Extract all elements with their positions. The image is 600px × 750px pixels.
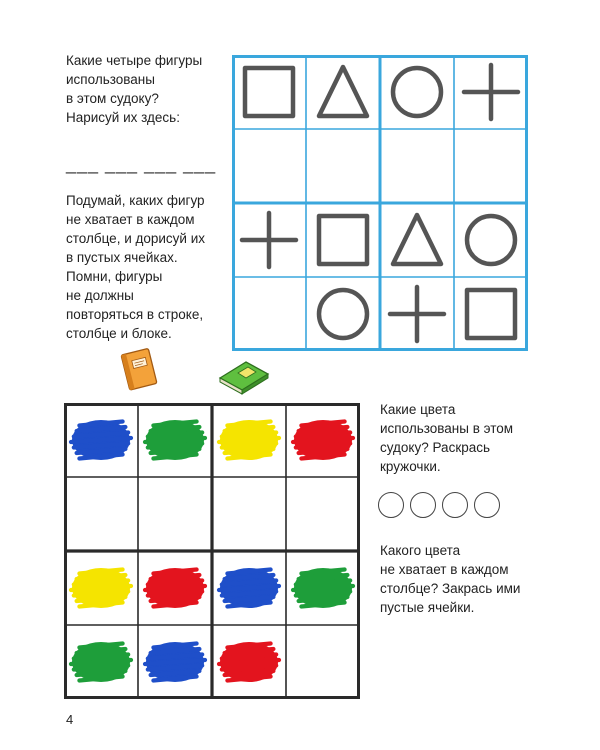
shape-cell-2-2 [382, 205, 452, 275]
shape-cell-3-3 [456, 279, 526, 349]
red-scribble [293, 420, 353, 460]
color-cell-0-0 [64, 403, 138, 477]
color-cell-1-2[interactable] [212, 477, 286, 551]
shapes-sudoku-grid[interactable] [232, 55, 528, 351]
shape-cell-3-2 [382, 279, 452, 349]
color-cell-3-1 [138, 625, 212, 699]
shape-cell-0-3 [456, 57, 526, 127]
color-circle-2[interactable] [410, 492, 436, 518]
color-cell-2-0 [64, 551, 138, 625]
shape-cell-2-3 [456, 205, 526, 275]
orange-book-icon [118, 346, 162, 397]
shape-cell-0-2 [382, 57, 452, 127]
color-circle-4[interactable] [474, 492, 500, 518]
shapes-sudoku-svg [232, 55, 528, 351]
shapes-question: Какие четыре фигуры использованы в этом судоку? Нарисуй их здесь: [66, 53, 203, 125]
color-cell-1-0[interactable] [64, 477, 138, 551]
page-number: 4 [66, 712, 74, 727]
green-scribble [145, 420, 205, 460]
shape-cell-1-2[interactable] [382, 131, 452, 201]
blue-scribble [145, 642, 205, 682]
green-book-icon [216, 356, 272, 401]
shape-cell-0-0 [234, 57, 304, 127]
color-circles [378, 492, 500, 518]
color-cell-2-1 [138, 551, 212, 625]
color-cell-3-0 [64, 625, 138, 699]
red-scribble [219, 642, 279, 682]
red-scribble [145, 568, 205, 608]
color-cell-2-3 [286, 551, 360, 625]
color-cell-3-3[interactable] [286, 625, 360, 699]
yellow-scribble [219, 420, 279, 460]
color-circle-1[interactable] [378, 492, 404, 518]
green-scribble [71, 642, 131, 682]
shape-cell-2-0 [234, 205, 304, 275]
blue-scribble [71, 420, 131, 460]
colors-sudoku-grid[interactable] [64, 403, 360, 699]
shape-cell-1-0[interactable] [234, 131, 304, 201]
colors-question: Какие цвета использованы в этом судоку? Раскрась кружочки. [380, 402, 514, 474]
colors-instruction: Какого цвета не хватает в каждом столбце? Закрась ими пустые ячейки. [380, 543, 521, 615]
shape-cell-3-0[interactable] [234, 279, 304, 349]
shape-cell-1-1[interactable] [308, 131, 378, 201]
green-scribble [293, 568, 353, 608]
color-cell-0-2 [212, 403, 286, 477]
yellow-scribble [71, 568, 131, 608]
color-cell-0-3 [286, 403, 360, 477]
color-cell-2-2 [212, 551, 286, 625]
shape-cell-1-3[interactable] [456, 131, 526, 201]
shapes-answer-blanks[interactable]: ___ ___ ___ ___ [66, 154, 217, 174]
color-cell-1-1[interactable] [138, 477, 212, 551]
shape-cell-0-1 [308, 57, 378, 127]
color-cell-0-1 [138, 403, 212, 477]
colors-sudoku-svg [64, 403, 360, 699]
shape-cell-2-1 [308, 205, 378, 275]
color-cell-3-2 [212, 625, 286, 699]
shapes-instruction: Подумай, каких фигур не хватает в каждом столбце, и дорисуй их в пустых ячейках. Помни, фигуры не должны повторяться в строке, столбце и блоке. [66, 193, 206, 341]
color-cell-1-3[interactable] [286, 477, 360, 551]
color-circle-3[interactable] [442, 492, 468, 518]
shape-cell-3-1 [308, 279, 378, 349]
blue-scribble [219, 568, 279, 608]
